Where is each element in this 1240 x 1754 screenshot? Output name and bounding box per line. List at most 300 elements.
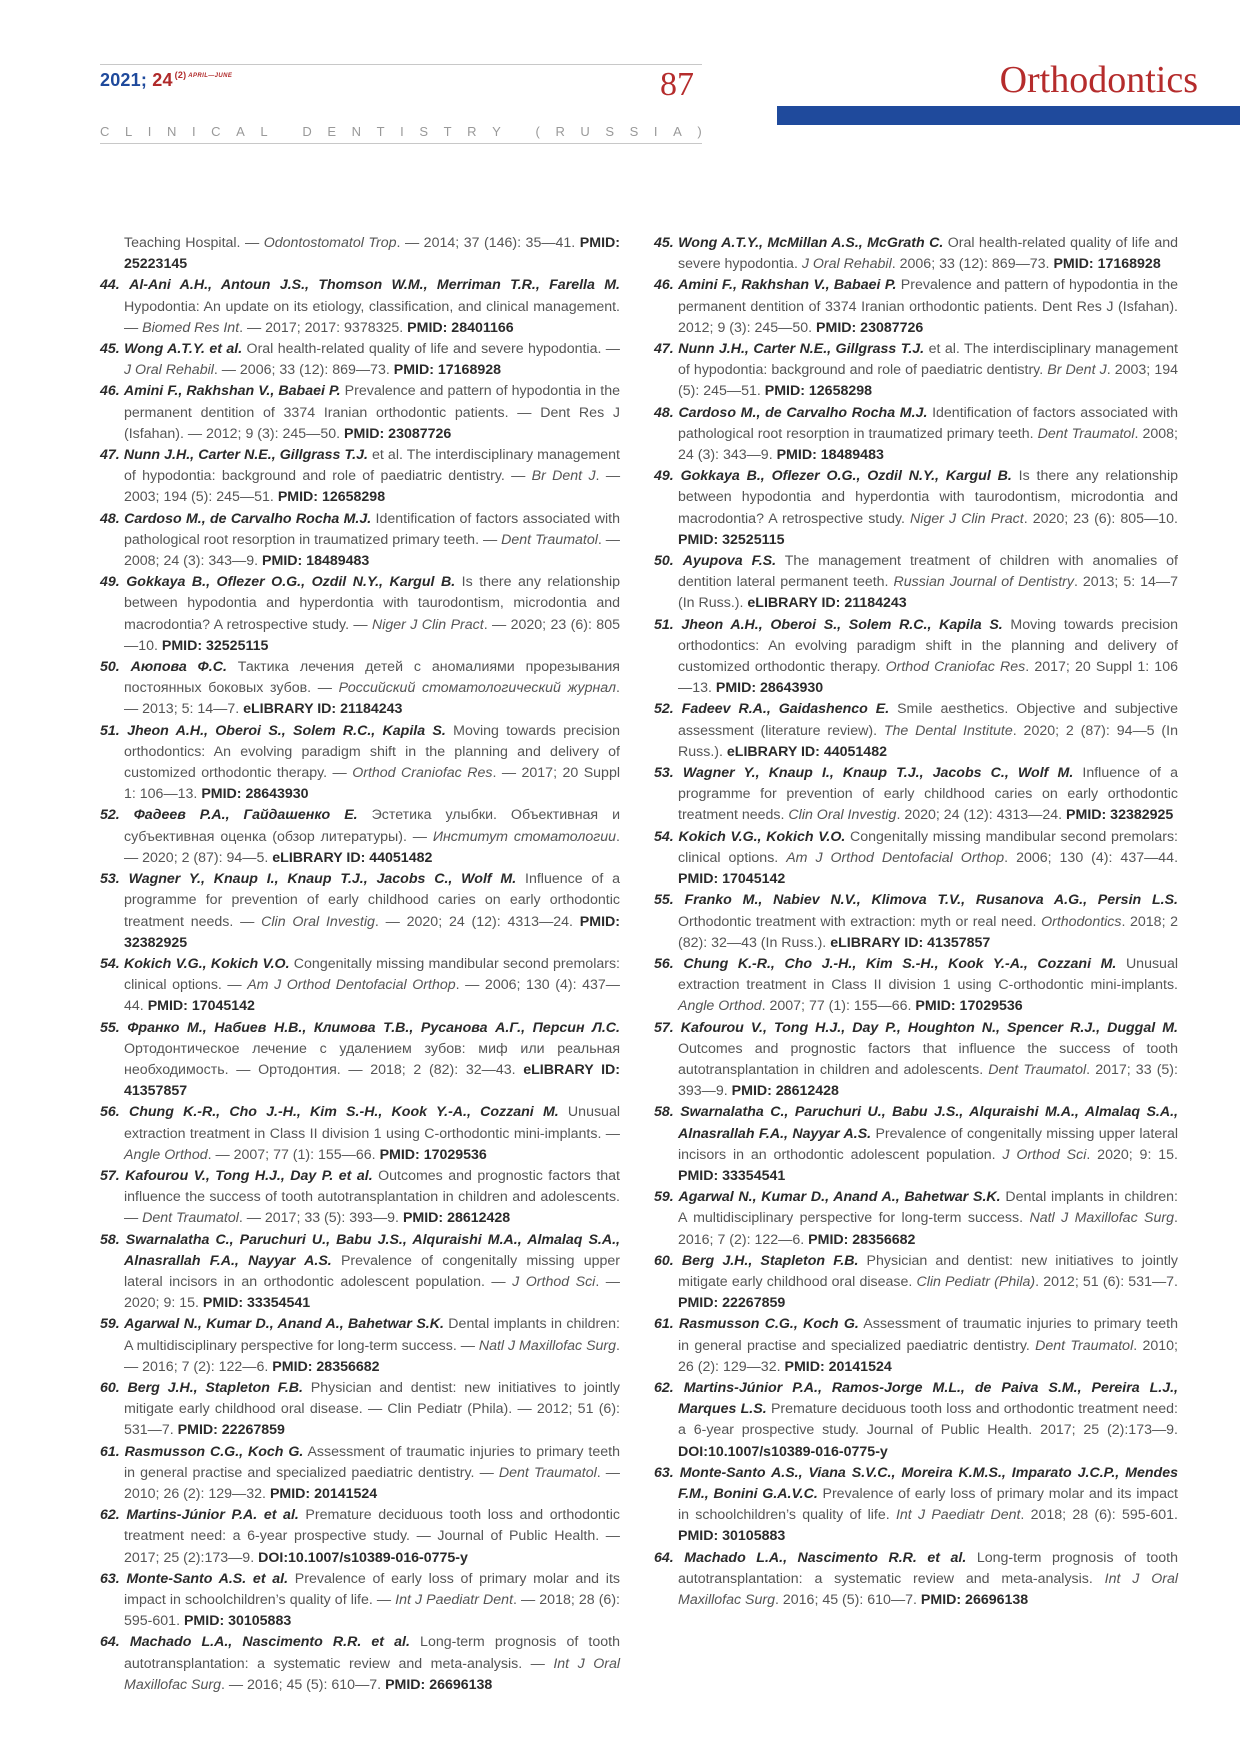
reference-identifier: PMID: 26696138 — [385, 1676, 493, 1693]
reference-title: Teaching Hospital. — — [124, 235, 264, 251]
reference-item — [654, 1314, 1178, 1378]
reference-title: Smile aesthetics. Objective and subjective assessment (literature review). — [678, 701, 1178, 739]
reference-journal: Niger J Clin Pract — [910, 510, 1024, 527]
reference-authors: Chung K.-R., Cho J.-H., Kim S.-H., Kook Y.-A., Cozzani M. — [128, 1104, 559, 1121]
reference-identifier: eLIBRARY ID: 21184243 — [747, 595, 907, 612]
reference-details: . 2003; 194 (5): 245—51. — [678, 362, 1179, 400]
reference-title: Prevalence of congenitally missing upper lateral incisors in an orthodontic adolescent population. — [678, 1125, 1178, 1163]
journal-name-letter: U — [580, 124, 590, 139]
reference-identifier: PMID: 23087726 — [344, 425, 452, 442]
reference-number: 52. — [654, 701, 674, 718]
reference-journal: J Orthod Sci — [1002, 1146, 1087, 1163]
reference-number: 57. — [654, 1019, 674, 1036]
reference-identifier: PMID: 32525115 — [161, 637, 269, 654]
reference-journal: Clin Pediatr (Phila) — [916, 1273, 1036, 1290]
reference-item — [654, 1251, 1178, 1315]
reference-title: Congenitally missing mandibular second premolars: clinical options. — [678, 828, 1178, 866]
reference-title: Orthodontic treatment with extraction: myth or real need. — [678, 913, 1042, 930]
reference-number: 50. — [654, 553, 674, 570]
issue-volume: 24 — [152, 70, 173, 90]
reference-details: . — 2006; 130 (4): 437—44. — [124, 977, 620, 1015]
reference-number: 55. — [100, 1019, 120, 1036]
reference-item — [100, 1166, 620, 1230]
reference-item — [100, 1505, 620, 1569]
reference-number: 58. — [654, 1104, 674, 1121]
reference-number: 48. — [100, 510, 120, 527]
reference-identifier: PMID: 32382925 — [1066, 807, 1174, 824]
reference-number: 64. — [654, 1549, 674, 1566]
reference-number: 59. — [654, 1189, 674, 1206]
journal-name-letter: L — [124, 124, 133, 139]
reference-journal: Российский стоматологический журнал — [338, 680, 617, 697]
journal-name-letter: T — [376, 124, 385, 139]
reference-item — [100, 721, 620, 806]
journal-name-letter: C — [100, 124, 110, 139]
reference-authors: Al-Ani A.H., Antoun J.S., Thomson W.M., Merriman T.R., Farella M. — [129, 277, 620, 294]
reference-title: Physician and dentist: new initiatives to jointly mitigate early childhood oral disease. — Clin Pediatr (Phila). — 2012; 51 (6): 531—7. — [124, 1379, 620, 1439]
reference-identifier: PMID: 28356682 — [272, 1358, 380, 1375]
reference-details: . — 2020; 24 (12): 4313—24. — [374, 913, 573, 930]
reference-number: 56. — [654, 955, 674, 972]
reference-journal: Am J Orthod Dentofacial Orthop — [786, 849, 1005, 866]
reference-authors: Martins-Júnior P.A. et al. — [126, 1507, 299, 1524]
reference-journal: Orthod Craniofac Res — [352, 765, 493, 782]
reference-identifier: DOI:10.1007/s10389-016-0775-y — [258, 1549, 468, 1566]
reference-details: . 2007; 77 (1): 155—66. — [761, 998, 912, 1015]
reference-title: Outcomes and prognostic factors that influence the success of tooth autotransplantation in children and adolescents. — [678, 1040, 1178, 1078]
reference-identifier: PMID: 30105883 — [183, 1613, 292, 1630]
reference-authors: Monte-Santo A.S., Viana S.V.C., Moreira K.M.S., Imparato J.C.P., Mendes F.M., Bonini G.A.V.C. — [678, 1464, 1178, 1502]
reference-identifier: eLIBRARY ID: 44051482 — [726, 743, 887, 760]
reference-authors: Machado L.A., Nascimento R.R. et al. — [684, 1549, 967, 1566]
journal-name-letter: I — [147, 124, 152, 139]
reference-journal: J Oral Rehabil — [801, 256, 892, 273]
reference-details: . 2020; 24 (12): 4313—24. — [896, 807, 1063, 824]
journal-name-letter: L — [260, 124, 268, 139]
reference-column-left — [100, 233, 620, 1696]
reference-title: Moving towards precision orthodontics: An evolving paradigm shift in the planning and delivery of customized orthodontic therapy. — [678, 616, 1178, 676]
reference-journal: Clin Oral Investig — [788, 807, 897, 824]
reference-journal: J Oral Rehabil — [124, 362, 214, 379]
reference-title: Is there any relationship between hypodontia and hyperdontia with taurodontism, microdontia and macrodontia? A retrospective study. — [678, 468, 1178, 527]
reference-journal: Dent Traumatol — [142, 1210, 239, 1227]
reference-item — [654, 275, 1178, 339]
reference-number: 51. — [654, 616, 674, 633]
reference-journal: Int J Paediatr Dent — [395, 1592, 514, 1608]
reference-title: The management treatment of children with anomalies of dentition lateral permanent teeth. — [678, 553, 1178, 591]
reference-title: Identification of factors associated with pathological root resorption in traumatized primary teeth. — — [124, 510, 620, 548]
reference-authors: Nunn J.H., Carter N.E., Gillgrass T.J. — [123, 447, 368, 464]
reference-item — [100, 509, 620, 573]
reference-title: Тактика лечения детей с аномалиями прорезывания постоянных боковых зубов. — — [124, 659, 620, 697]
reference-item — [654, 233, 1178, 275]
reference-item — [654, 1548, 1178, 1612]
journal-name-letter: I — [400, 124, 404, 139]
reference-authors: Kafourou V., Tong H.J., Day P. et al. — [125, 1167, 373, 1184]
page-header — [0, 0, 1240, 160]
reference-details: . 2006; 130 (4): 437—44. — [1004, 849, 1179, 866]
journal-name-letter: C — [211, 124, 221, 139]
journal-name-letter: R — [467, 124, 477, 139]
reference-journal: Dent Traumatol — [1035, 1337, 1134, 1354]
page-number: 87 — [660, 66, 694, 103]
reference-item — [100, 805, 620, 869]
reference-authors: Swarnalatha C., Paruchuri U., Babu J.S., Alquraishi M.A., Almalaq S.A., Alnasrallah F.A., Nayyar A.S. — [678, 1104, 1178, 1142]
reference-authors: Nunn J.H., Carter N.E., Gillgrass T.J. — [678, 341, 925, 358]
reference-item — [654, 1187, 1178, 1251]
reference-title: Long-term prognosis of tooth autotransplantation: a systematic review and meta-analysis. — [678, 1549, 1178, 1587]
reference-title: Эстетика улыбки. Объективная и субъективная оценка (обзор литературы). — — [124, 807, 621, 845]
reference-identifier: PMID: 23087726 — [816, 319, 924, 336]
reference-details: . — 2017; 20 Suppl 1: 106—13. — [124, 765, 620, 803]
reference-journal: Russian Journal of Dentistry — [893, 574, 1074, 591]
reference-authors: Аюпова Ф.С. — [130, 659, 227, 676]
reference-authors: Agarwal N., Kumar D., Anand A., Bahetwar S.K. — [124, 1316, 444, 1333]
journal-name-letter: D — [302, 124, 312, 139]
reference-authors: Gokkaya B., Oflezer O.G., Ozdil N.Y., Kargul B. — [126, 574, 456, 591]
reference-number: 63. — [100, 1570, 120, 1587]
reference-number: 60. — [654, 1252, 674, 1269]
reference-identifier: eLIBRARY ID: 21184243 — [243, 701, 403, 718]
reference-number: 51. — [100, 722, 120, 739]
reference-details: . — 2008; 24 (3): 343—9. — [124, 531, 620, 570]
reference-details: . — 2006; 33 (12): 869—73. — [213, 362, 390, 379]
reference-identifier: PMID: 32525115 — [678, 531, 785, 548]
reference-authors: Rasmusson C.G., Koch G. — [124, 1443, 304, 1460]
reference-number: 56. — [100, 1104, 120, 1121]
reference-details: . — 2016; 7 (2): 122—6. — [124, 1337, 620, 1375]
reference-item — [654, 403, 1178, 467]
reference-title: Oral health-related quality of life and severe hypodontia. — — [242, 341, 620, 358]
reference-number: 54. — [100, 955, 120, 972]
reference-authors: Kafourou V., Tong H.J., Day P., Houghton N., Spencer R.J., Duggal M. — [680, 1019, 1178, 1036]
reference-item — [100, 1442, 620, 1506]
reference-journal: Natl J Maxillofac Surg — [1029, 1210, 1175, 1227]
reference-number: 52. — [100, 807, 120, 824]
reference-number: 44. — [100, 277, 120, 294]
section-title: Orthodontics — [999, 59, 1198, 101]
reference-authors: Cardoso M., de Carvalho Rocha M.J. — [124, 510, 372, 527]
reference-details: . — 2013; 5: 14—7. — [124, 680, 620, 718]
reference-item — [100, 1632, 620, 1696]
header-bottom-rule — [100, 143, 702, 144]
reference-number: 53. — [100, 871, 120, 888]
reference-identifier: PMID: 20141524 — [269, 1485, 378, 1502]
reference-authors: Jheon A.H., Oberoi S., Solem R.C., Kapila S. — [681, 616, 1003, 633]
reference-item — [100, 657, 620, 721]
reference-number: 58. — [100, 1231, 120, 1248]
issue-year: 2021; — [100, 70, 148, 90]
reference-item — [654, 1018, 1178, 1103]
reference-identifier: PMID: 17029536 — [915, 998, 1023, 1015]
reference-title: Prevalence of early loss of primary molar and its impact in schoolchildren’s quality of life. — [678, 1485, 1178, 1524]
journal-name-letter: N — [351, 124, 361, 139]
reference-item — [100, 1230, 620, 1315]
reference-journal: J Orthod Sci — [512, 1273, 596, 1290]
journal-name-letter: E — [327, 124, 337, 139]
reference-authors: Wong A.T.Y., McMillan A.S., McGrath C. — [678, 235, 944, 251]
reference-item — [654, 615, 1178, 700]
reference-title: Influence of a programme for prevention of early childhood caries on early orthodontic treatment needs. — [678, 765, 1178, 824]
reference-journal: Biomed Res Int — [142, 319, 240, 336]
reference-number: 47. — [100, 447, 120, 464]
reference-identifier: PMID: 17168928 — [393, 362, 502, 379]
reference-title: Unusual extraction treatment in Class II division 1 using C-orthodontic mini-implants. — [678, 955, 1178, 994]
reference-identifier: PMID: 30105883 — [678, 1528, 786, 1545]
reference-authors: Wagner Y., Knaup I., Knaup T.J., Jacobs C., Wolf M. — [682, 765, 1074, 782]
reference-details: . 2020; 9: 15. — [1086, 1146, 1178, 1163]
reference-identifier: PMID: 22267859 — [177, 1422, 285, 1439]
reference-identifier: PMID: 28643930 — [715, 680, 824, 697]
journal-name-letter: I — [653, 124, 658, 139]
reference-title: Hypodontia: An update on its etiology, classification, and clinical management. — — [124, 298, 620, 336]
reference-title: Dental implants in children: A multidisciplinary perspective for long-term success. — — [124, 1316, 620, 1354]
reference-journal: Clin Oral Investig — [261, 913, 375, 930]
reference-number: 45. — [100, 341, 120, 358]
reference-title: Oral health-related quality of life and severe hypodontia. — [678, 235, 1178, 273]
reference-identifier: PMID: 22267859 — [678, 1295, 786, 1312]
reference-authors: Cardoso M., de Carvalho Rocha M.J. — [678, 404, 928, 421]
reference-details: . 2006; 33 (12): 869—73. — [891, 256, 1050, 273]
reference-details: . 2017; 33 (5): 393—9. — [678, 1061, 1178, 1100]
reference-identifier: PMID: 12658298 — [277, 489, 386, 506]
reference-details: . — 2010; 26 (2): 129—32. — [124, 1464, 620, 1502]
reference-identifier: PMID: 32382925 — [124, 913, 620, 951]
reference-journal: Orthod Craniofac Res — [885, 659, 1026, 676]
reference-title: et al. The interdisciplinary management of hypodontia: background and role of paediatric dentistry. — — [124, 447, 620, 485]
reference-journal: Niger J Clin Pract — [371, 616, 484, 633]
reference-number: 62. — [100, 1507, 120, 1524]
reference-number: 60. — [100, 1379, 120, 1396]
reference-item — [100, 233, 620, 275]
reference-journal: Dent Traumatol — [498, 1464, 597, 1481]
reference-authors: Berg J.H., Stapleton F.B. — [127, 1379, 303, 1396]
reference-details: . 2012; 51 (6): 531—7. — [1035, 1273, 1178, 1290]
reference-identifier: PMID: 17045142 — [678, 871, 786, 888]
reference-number: 63. — [654, 1464, 674, 1481]
reference-authors: Berg J.H., Stapleton F.B. — [681, 1252, 859, 1269]
reference-journal: Angle Orthod — [124, 1146, 208, 1163]
reference-title: Physician and dentist: new initiatives to jointly mitigate early childhood oral disease. — [678, 1252, 1178, 1290]
header-top-rule — [100, 64, 702, 65]
reference-details: . 2020; 2 (87): 94—5 (In Russ.). — [678, 722, 1178, 760]
reference-item — [654, 1102, 1178, 1187]
reference-item — [100, 275, 620, 339]
reference-number: 59. — [100, 1316, 120, 1333]
reference-number: 57. — [100, 1167, 120, 1184]
reference-identifier: DOI:10.1007/s10389-016-0775-y — [678, 1443, 888, 1460]
journal-name — [100, 124, 702, 139]
reference-identifier: PMID: 28612428 — [402, 1210, 511, 1227]
reference-title: Long-term prognosis of tooth autotransplantation: a systematic review and meta-analysis. — — [124, 1634, 620, 1672]
reference-title: Congenitally missing mandibular second premolars: clinical options. — — [124, 955, 620, 994]
reference-item — [654, 1378, 1178, 1463]
reference-number: 49. — [100, 574, 120, 591]
reference-details: . 2008; 24 (3): 343—9. — [678, 425, 1178, 464]
reference-authors: Jheon A.H., Oberoi S., Solem R.C., Kapila S. — [127, 722, 446, 739]
reference-item — [100, 1569, 620, 1633]
journal-name-letter: R — [555, 124, 565, 139]
reference-journal: Int J Paediatr Dent — [895, 1507, 1021, 1524]
issue-info — [100, 70, 232, 91]
reference-item — [654, 763, 1178, 827]
reference-authors: Amini F., Rakhshan V., Babaei P. — [123, 383, 341, 400]
reference-details: . — 2018; 28 (6): 595-601. — [124, 1592, 620, 1630]
reference-title: Prevalence of early loss of primary molar and its impact in schoolchildren’s quality of life. — — [124, 1570, 620, 1608]
journal-name-letter: S — [605, 124, 615, 139]
reference-details: . 2018; 28 (6): 595-601. — [1020, 1507, 1178, 1524]
journal-name-letter: N — [166, 124, 177, 139]
journal-name-letter — [516, 124, 520, 139]
reference-number: 46. — [100, 383, 120, 400]
reference-authors: Franko M., Nabiev N.V., Klimova T.V., Rusanova A.G., Persin L.S. — [684, 892, 1178, 909]
reference-identifier: eLIBRARY ID: 41357857 — [124, 1061, 620, 1100]
reference-number: 45. — [654, 235, 674, 251]
reference-authors: Wong A.T.Y. et al. — [124, 341, 243, 358]
reference-identifier: PMID: 20141524 — [784, 1358, 892, 1375]
reference-title: Assessment of traumatic injuries to primary teeth in general practise and specialized paediatric dentistry. — [678, 1316, 1178, 1354]
journal-name-letter: S — [629, 124, 639, 139]
reference-authors: Chung K.-R., Cho J.-H., Kim S.-H., Kook Y.-A., Cozzani M. — [683, 955, 1117, 972]
reference-details: . — 2020; 2 (87): 94—5. — [124, 828, 620, 866]
reference-item — [654, 954, 1178, 1018]
reference-authors: Kokich V.G., Kokich V.O. — [678, 828, 846, 845]
reference-item — [654, 699, 1178, 763]
reference-number: 47. — [654, 341, 674, 358]
reference-title: Prevalence and pattern of hypodontia in the permanent dentition of 3374 Iranian orthodontic patients. Dent Res J (Isfahan). 2012; 9 (3): 245—50. — [678, 277, 1178, 336]
reference-identifier: PMID: 28612428 — [731, 1083, 839, 1100]
reference-number: 55. — [654, 892, 674, 909]
reference-journal: Dent Traumatol — [1037, 425, 1135, 442]
journal-name-letter: ( — [535, 124, 540, 139]
reference-title: Assessment of traumatic injuries to primary teeth in general practise and specialized paediatric dentistry. — — [124, 1443, 620, 1481]
reference-item — [654, 466, 1178, 551]
reference-number: 61. — [654, 1316, 674, 1333]
reference-item — [654, 827, 1178, 891]
journal-name-letter — [283, 124, 287, 139]
reference-details: . — 2017; 33 (5): 393—9. — [238, 1210, 399, 1227]
reference-title: Ортодонтическое лечение с удалением зубов: миф или реальная необходимость. — Ортодонтия. — 2018; 2 (82): 32—43. — [124, 1040, 620, 1078]
reference-identifier: eLIBRARY ID: 44051482 — [272, 849, 433, 866]
reference-details: . — 2007; 77 (1): 155—66. — [207, 1146, 376, 1163]
reference-item — [100, 954, 620, 1018]
reference-authors: Gokkaya B., Oflezer O.G., Ozdil N.Y., Kargul B. — [680, 468, 1012, 485]
reference-details: . 2016; 7 (2): 122—6. — [678, 1210, 1178, 1248]
reference-item — [100, 572, 620, 657]
reference-number: 54. — [654, 828, 674, 845]
reference-item — [654, 339, 1178, 403]
reference-authors: Fadeev R.A., Gaidashenco E. — [681, 701, 890, 718]
reference-number: 53. — [654, 765, 674, 782]
reference-journal: Int J Oral Maxillofac Surg — [124, 1655, 620, 1693]
reference-item — [100, 381, 620, 445]
reference-authors: Rasmusson C.G., Koch G. — [679, 1316, 859, 1333]
reference-details: . — 2003; 194 (5): 245—51. — [124, 468, 621, 506]
reference-number: 46. — [654, 277, 674, 294]
reference-title: Prevalence of congenitally missing upper lateral incisors in an orthodontic adolescent population. — — [124, 1252, 620, 1290]
reference-details: . — 2020; 9: 15. — [124, 1273, 620, 1312]
reference-number: 50. — [100, 659, 120, 676]
reference-identifier: eLIBRARY ID: 41357857 — [830, 934, 991, 951]
reference-identifier: PMID: 18489483 — [262, 553, 370, 570]
reference-identifier: PMID: 33354541 — [202, 1295, 311, 1312]
reference-details: . — 2020; 23 (6): 805—10. — [124, 616, 620, 654]
reference-item — [100, 445, 620, 509]
journal-name-letter: I — [191, 124, 196, 139]
reference-journal: Dent Traumatol — [988, 1061, 1087, 1078]
reference-item — [654, 1463, 1178, 1548]
reference-item — [100, 339, 620, 381]
reference-details: . 2010; 26 (2): 129—32. — [678, 1337, 1178, 1375]
reference-identifier: PMID: 28643930 — [201, 786, 309, 803]
reference-title: Premature deciduous tooth loss and orthodontic treatment need: a 6-year prospective study. Journal of Public Health. 2017; 25 (2):173—9. — [678, 1401, 1178, 1439]
reference-title: Influence of a programme for prevention of early childhood caries on early orthodontic treatment needs. — — [124, 871, 620, 930]
reference-journal: Br Dent J — [1047, 362, 1107, 379]
reference-number: 64. — [100, 1634, 120, 1651]
reference-item — [654, 551, 1178, 615]
reference-authors: Wagner Y., Knaup I., Knaup T.J., Jacobs C., Wolf M. — [128, 871, 517, 888]
reference-journal: Br Dent J — [531, 468, 596, 485]
reference-item — [654, 890, 1178, 954]
reference-identifier: PMID: 28356682 — [808, 1231, 916, 1248]
reference-item — [100, 1018, 620, 1103]
journal-name-letter: S — [419, 124, 428, 139]
reference-journal: Институт стоматологии — [432, 828, 617, 845]
issue-number: (2) — [174, 70, 187, 80]
reference-authors: Ayupova F.S. — [682, 553, 777, 570]
reference-details: . — 2016; 45 (5): 610—7. — [221, 1676, 382, 1693]
reference-identifier: PMID: 17045142 — [147, 998, 255, 1015]
reference-details: . 2016; 45 (5): 610—7. — [775, 1592, 917, 1608]
reference-identifier: PMID: 18489483 — [776, 447, 884, 464]
reference-title: Premature deciduous tooth loss and orthodontic treatment need: a 6-year prospective study. — Journal of Public Health. — 2017; 25 (2):173—9. — [124, 1507, 620, 1566]
journal-name-letter: Y — [492, 124, 501, 139]
reference-title: Prevalence and pattern of hypodontia in the permanent dentition of 3374 Iranian orthodontic patients. — Dent Res J (Isfahan). — 2012; 9 (3): 245—50. — [124, 383, 620, 442]
reference-authors: Machado L.A., Nascimento R.R. et al. — [129, 1634, 410, 1651]
reference-title: Moving towards precision orthodontics: An evolving paradigm shift in the planning and delivery of customized orthodontic therapy. — — [124, 722, 621, 782]
reference-details: . — 2014; 37 (146): 35—41. — [396, 235, 576, 251]
reference-item — [100, 869, 620, 954]
reference-title: Is there any relationship between hypodontia and hyperdontia with taurodontism, microdontia and macrodontia? A retrospective study. — — [124, 574, 620, 633]
reference-authors: Agarwal N., Kumar D., Anand A., Bahetwar S.K. — [678, 1189, 1001, 1206]
reference-journal: Odontostomatol Trop — [263, 235, 397, 251]
reference-number: 61. — [100, 1443, 120, 1460]
reference-title: Identification of factors associated with pathological root resorption in traumatized primary teeth. — [678, 404, 1178, 442]
reference-authors: Martins-Júnior P.A., Ramos-Jorge M.L., de Paiva S.M., Pereira L.J., Marques L.S. — [678, 1379, 1178, 1418]
journal-name-letter: A — [673, 124, 682, 139]
journal-name-letter: A — [236, 124, 245, 139]
journal-name-letter: ) — [697, 124, 702, 139]
reference-title: et al. The interdisciplinary management of hypodontia: background and role of paediatric dentistry. — [678, 341, 1178, 379]
reference-authors: Kokich V.G., Kokich V.O. — [124, 955, 290, 972]
reference-identifier: PMID: 12658298 — [764, 383, 873, 400]
reference-authors: Swarnalatha C., Paruchuri U., Babu J.S., Alquraishi M.A., Almalaq S.A., Alnasrallah F.A., Nayyar A.S. — [124, 1231, 620, 1269]
reference-identifier: PMID: 17168928 — [1053, 256, 1161, 273]
reference-item — [100, 1314, 620, 1378]
reference-number: 49. — [654, 468, 674, 485]
reference-details: . — 2017; 2017: 9378325. — [239, 319, 404, 336]
reference-journal: Natl J Maxillofac Surg — [478, 1337, 617, 1354]
reference-details: . 2018; 2 (82): 32—43 (In Russ.). — [678, 913, 1178, 951]
reference-number: 62. — [654, 1379, 674, 1396]
reference-journal: Int J Oral Maxillofac Surg — [678, 1570, 1178, 1608]
reference-identifier: PMID: 28401166 — [407, 319, 514, 336]
reference-details: . 2020; 23 (6): 805—10. — [1023, 510, 1178, 527]
reference-journal: Orthodontics — [1041, 913, 1122, 930]
reference-details: . 2013; 5: 14—7 (In Russ.). — [678, 574, 1179, 612]
reference-authors: Франко М., Набиев Н.В., Климова Т.В., Русанова А.Г., Персин Л.С. — [127, 1019, 620, 1036]
reference-column-right — [654, 233, 1178, 1611]
